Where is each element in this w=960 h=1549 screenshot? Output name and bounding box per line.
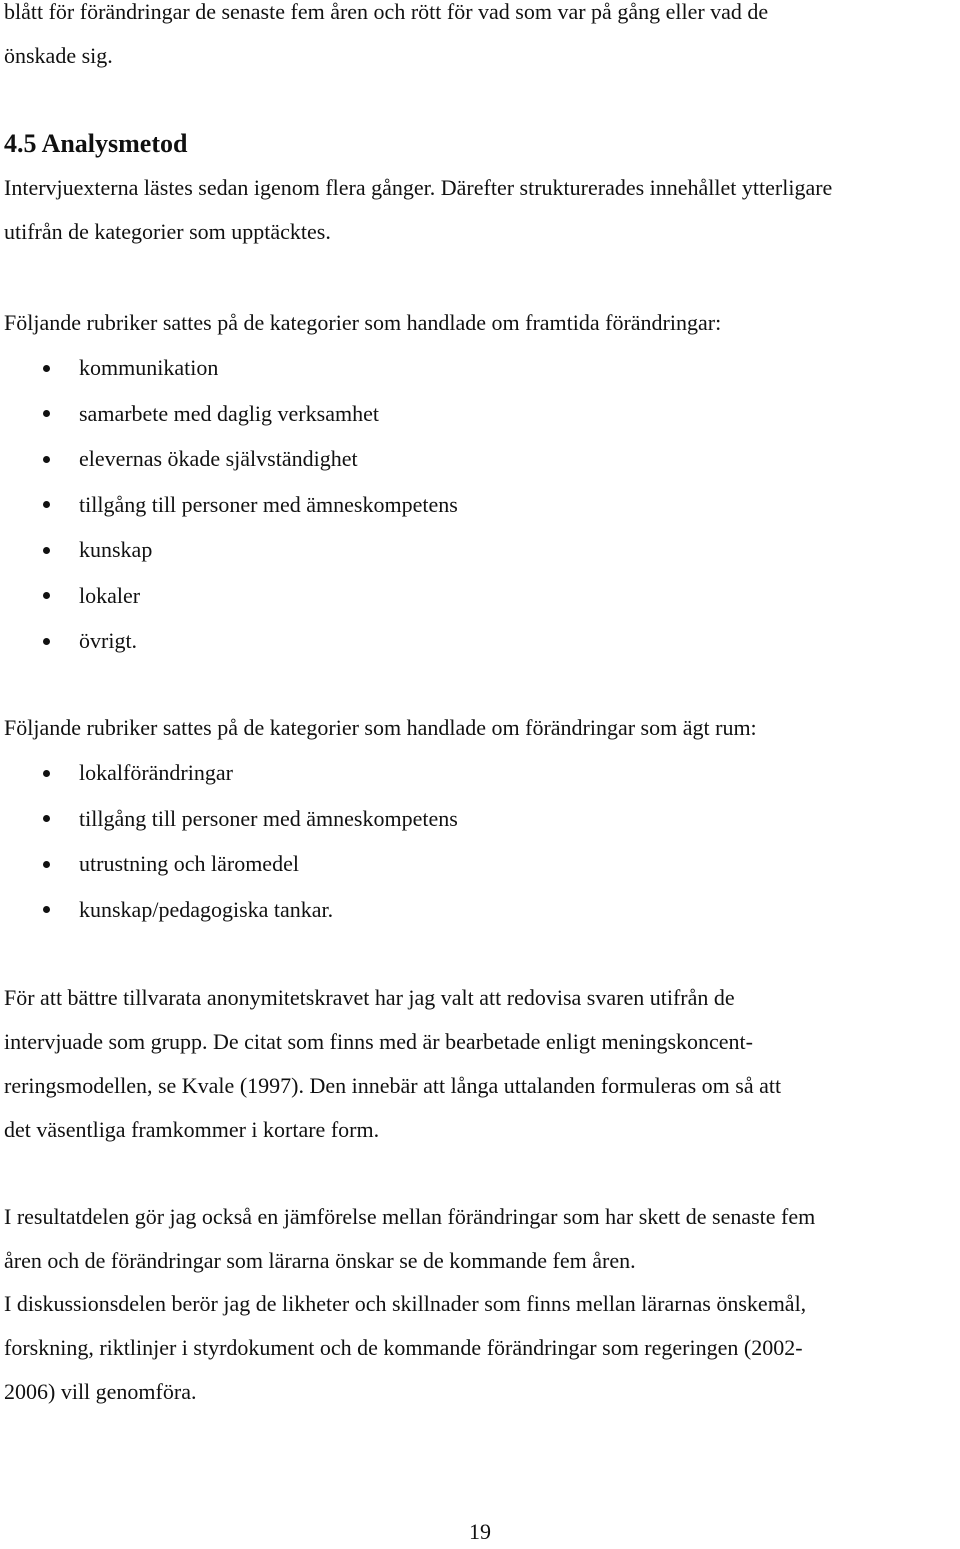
list-item xyxy=(4,436,954,482)
bullet-icon xyxy=(43,547,50,554)
anonymity-paragraph xyxy=(4,976,954,1152)
list-item-label: tillgång till personer med ämneskompetens xyxy=(79,805,458,831)
intro-paragraph xyxy=(4,0,954,78)
list-item xyxy=(4,796,954,842)
list-item-label: elevernas ökade självständighet xyxy=(79,446,358,471)
text-line: För att bättre tillvarata anonymitetskravet har jag valt att redovisa svaren utifrån de xyxy=(4,985,735,1010)
list-item-label: lokaler xyxy=(79,582,141,608)
list-item-label: utrustning och läromedel xyxy=(79,851,299,876)
text-line: blått för förändringar de senaste fem åren och rött för vad som var på gång eller vad de xyxy=(4,0,769,24)
text-line: 2006) vill genomföra. xyxy=(4,1379,197,1404)
bullet-icon xyxy=(43,410,50,417)
text-line: det väsentliga framkommer i kortare form. xyxy=(4,1117,380,1142)
text-line: reringsmodellen, se Kvale (1997). Den innebär att långa uttalanden formuleras om så att xyxy=(4,1073,782,1098)
discussion-paragraph xyxy=(4,1282,954,1414)
bullet-icon xyxy=(43,906,50,913)
bullet-icon xyxy=(43,501,50,508)
bullet-icon xyxy=(43,770,50,777)
list-item xyxy=(4,887,954,933)
list-item-label: övrigt. xyxy=(79,628,138,653)
future-changes-list xyxy=(4,345,954,664)
list-item-label: tillgång till personer med ämneskompetens xyxy=(79,491,458,517)
section-heading: 4.5 Analysmetod xyxy=(4,129,188,158)
past-changes-block xyxy=(4,706,954,932)
list-item xyxy=(4,345,954,391)
page-number: 19 xyxy=(469,1519,491,1544)
section-intro-paragraph xyxy=(4,166,954,254)
bullet-icon xyxy=(43,592,50,599)
text-line: utifrån de kategorier som upptäcktes. xyxy=(4,219,331,244)
section-4-5 xyxy=(4,122,954,254)
text-line: I resultatdelen gör jag också en jämförelse mellan förändringar som har skett de senaste fem xyxy=(4,1204,816,1229)
list-item xyxy=(4,750,954,796)
text-line: intervjuade som grupp. De citat som finns med är bearbetade enligt meningskoncent- xyxy=(4,1029,753,1054)
list-item xyxy=(4,573,954,619)
past-changes-list xyxy=(4,750,954,932)
list-item xyxy=(4,482,954,528)
text-line: I diskussionsdelen berör jag de likheter och skillnader som finns mellan lärarnas önskemål, xyxy=(4,1291,807,1316)
list-item-label: kunskap/pedagogiska tankar. xyxy=(79,896,334,922)
list-item-label: kunskap xyxy=(79,537,153,562)
text-line: önskade sig. xyxy=(4,43,113,68)
list-item xyxy=(4,618,954,664)
list-item xyxy=(4,391,954,437)
bullet-icon xyxy=(43,638,50,645)
list-item-label: lokalförändringar xyxy=(79,760,233,785)
text-line: forskning, riktlinjer i styrdokument och de kommande förändringar som regeringen (2002- xyxy=(4,1335,803,1360)
text-line: åren och de förändringar som lärarna önskar se de kommande fem åren. xyxy=(4,1248,636,1273)
list-item xyxy=(4,841,954,887)
text-line: Intervjuexterna lästes sedan igenom flera gånger. Därefter strukturerades innehållet ytterligare xyxy=(4,175,833,200)
future-changes-lead: Följande rubriker sattes på de kategorier som handlade om framtida förändringar: xyxy=(4,310,722,335)
list-item-label: kommunikation xyxy=(79,355,219,380)
past-changes-lead: Följande rubriker sattes på de kategorier som handlade om förändringar som ägt rum: xyxy=(4,715,757,740)
bullet-icon xyxy=(43,365,50,372)
list-item xyxy=(4,527,954,573)
results-paragraph xyxy=(4,1195,954,1283)
bullet-icon xyxy=(43,815,50,822)
bullet-icon xyxy=(43,861,50,868)
list-item-label: samarbete med daglig verksamhet xyxy=(79,400,379,426)
future-changes-block xyxy=(4,301,954,664)
bullet-icon xyxy=(43,456,50,463)
